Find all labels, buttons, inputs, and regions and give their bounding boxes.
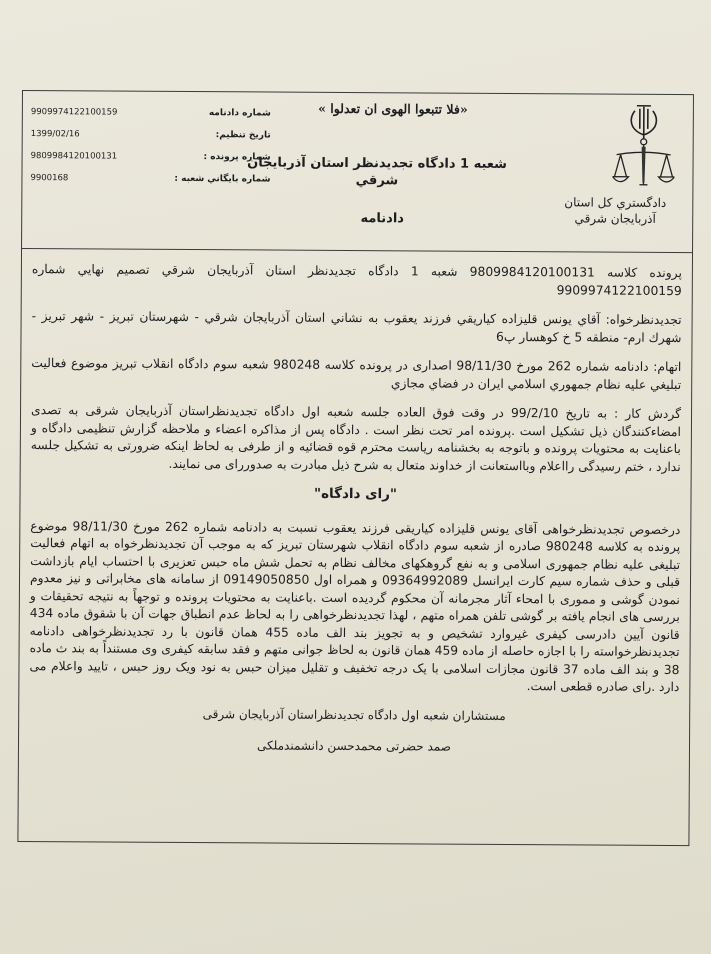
meta-value: 9809984120100131: [30, 151, 118, 162]
meta-value: 9900168: [30, 173, 69, 184]
meta-row-date: [31, 129, 271, 152]
court-organization: [550, 194, 680, 227]
verdict-title: "رای دادگاه": [314, 485, 398, 503]
meta-label: شماره پرونده :: [203, 152, 271, 163]
iran-emblem-scales-icon: [612, 105, 675, 195]
court-ruling-document: [17, 90, 694, 846]
meta-label: شماره بايگاني شعبه :: [174, 173, 271, 185]
signature-block: [29, 705, 679, 758]
signatory-names: صمد حضرتی محمدحسن دانشمندملكی: [256, 738, 452, 754]
charge-info: اتهام: دادنامه شماره 262 مورخ 98/11/30 اصداری در پرونده كلاسه 980248 شعبه سوم دادگاه انقلاب تبريز موضوع فعاليت تبليغي عليه نظام جمهوري اسلامي ايران در فضاي مجازي: [31, 356, 682, 392]
meta-row-ruling-number: [31, 107, 271, 130]
verdict-text: درخصوص تجديدنظرخواهی آقای يونس قليزاده كياريقی فرزند يعقوب نسبت به دادنامه شماره 262 مورخ 98/11/30 موضوع پرونده به كلاسه 980248 صادره از شعبه سوم دادگاه انقلاب شهرستان تبريز كه به موجب آن تجديدنظرخواه به اتهام فعاليت تبليغی عليه نظام جمهوری اسلامی و به نفع گروهكهای مخالف نظام به تحمل شش ماه حبس تعزيری با احتساب ايام بازداشت قبلی و حذف شماره سيم كارت ايرانسل 09364992089 و همراه اول 09149050850 از سامانه های مخابراتی و نيز معدوم نمودن گوشی و مموری با امحاء آثار مجرمانه آن محكوم گرديده است .باعنايت به محتويات پرونده و توجهاً به نتيجه تحقيقات و بررسی های انجام يافته بر گوشی تلفن همراه متهم ، لهذا تجديدنظرخواهی را به لحاظ عدم انطباق جهات آن با شقوق ماده 434 قانون آيين دادرسی كيفری غيروارد تشخيص و به تجويز بند الف ماده 455 همان قانون با رد تجديدنظرخواهی دادنامه تجديدنظرخواسته را با اجازه حاصله از ماده 459 همان قانون به لحاظ جوانی متهم و فقد سابقه كيفری وی مستنداً به بند ث ماده 38 و بند الف ماده 37 قانون مجازات اسلامی با يک درجه تخفيف و تقليل ميزان حبس به نود ويک روز حبس ، تاييد واعلام می دارد .رای صادره قطعی است.: [29, 518, 681, 695]
document-type: دادنامه: [360, 211, 405, 227]
meta-value: 1399/02/16: [30, 129, 80, 140]
meta-row-case-number: [30, 151, 270, 174]
meta-value: 9909974122100159: [30, 107, 118, 118]
proceedings: گردش كار : به تاريخ 99/2/10 در وقت فوق العاده جلسه شعبه اول دادگاه تجديدنظراستان آذربايجان شرقی به تصدی امضاءكنندگان ذيل تشكيل است .پرونده امر تحت نظر است . دادگاه پس از مذاكره اعضاء و ملاحظه گزارش تنظيمی دادگاه و باعنايت به محتويات پرونده و باتوجه به بخشنامه رياست محترم قوه قضائيه و از طرفی به لحاظ اينكه ضرورتی به تشكيل جلسه ندارد ، ختم رسيدگی رااعلام وبااستعانت از خداوند متعال به شرح ذيل مبادرت به صدوررای می نمايند.: [30, 403, 682, 474]
document-header: [22, 91, 693, 253]
court-org-line1: دادگستري کل استان: [564, 195, 667, 210]
meta-label: شماره دادنامه: [208, 108, 271, 119]
court-branch-title: [244, 154, 509, 190]
document-body: [29, 261, 682, 771]
document-metadata: [30, 107, 271, 196]
branch-title-line2: شرقي: [355, 173, 399, 189]
case-line: پرونده كلاسه 9809984120100131 شعبه 1 دادگاه تجديدنظر استان آذربايجان شرقي تصميم نهايي شماره 9909974122100159: [31, 262, 682, 298]
header-motto: «فلا تتبعوا الهوى ان تعدلوا »: [318, 100, 468, 117]
court-org-line2: آذربايجان شرقي: [574, 211, 656, 226]
meta-row-archive-number: [30, 173, 270, 196]
signatory-title: مستشاران شعبه اول دادگاه تجديدنظراستان آذربايجان شرقی: [202, 706, 506, 723]
meta-label: تاريخ تنظيم:: [215, 130, 271, 141]
branch-title-line1: شعبه 1 دادگاه تجديدنظر استان آذربايجان: [247, 155, 508, 172]
appellant-info: تجديدنظرخواه: آقاي يونس قليزاده كياريقي فرزند يعقوب به نشاني استان آذربايجان شرقي - شهرستان تبريز - شهر تبريز - شهرك ارم- منطقه 5 خ كوهسار پ6: [31, 309, 682, 345]
